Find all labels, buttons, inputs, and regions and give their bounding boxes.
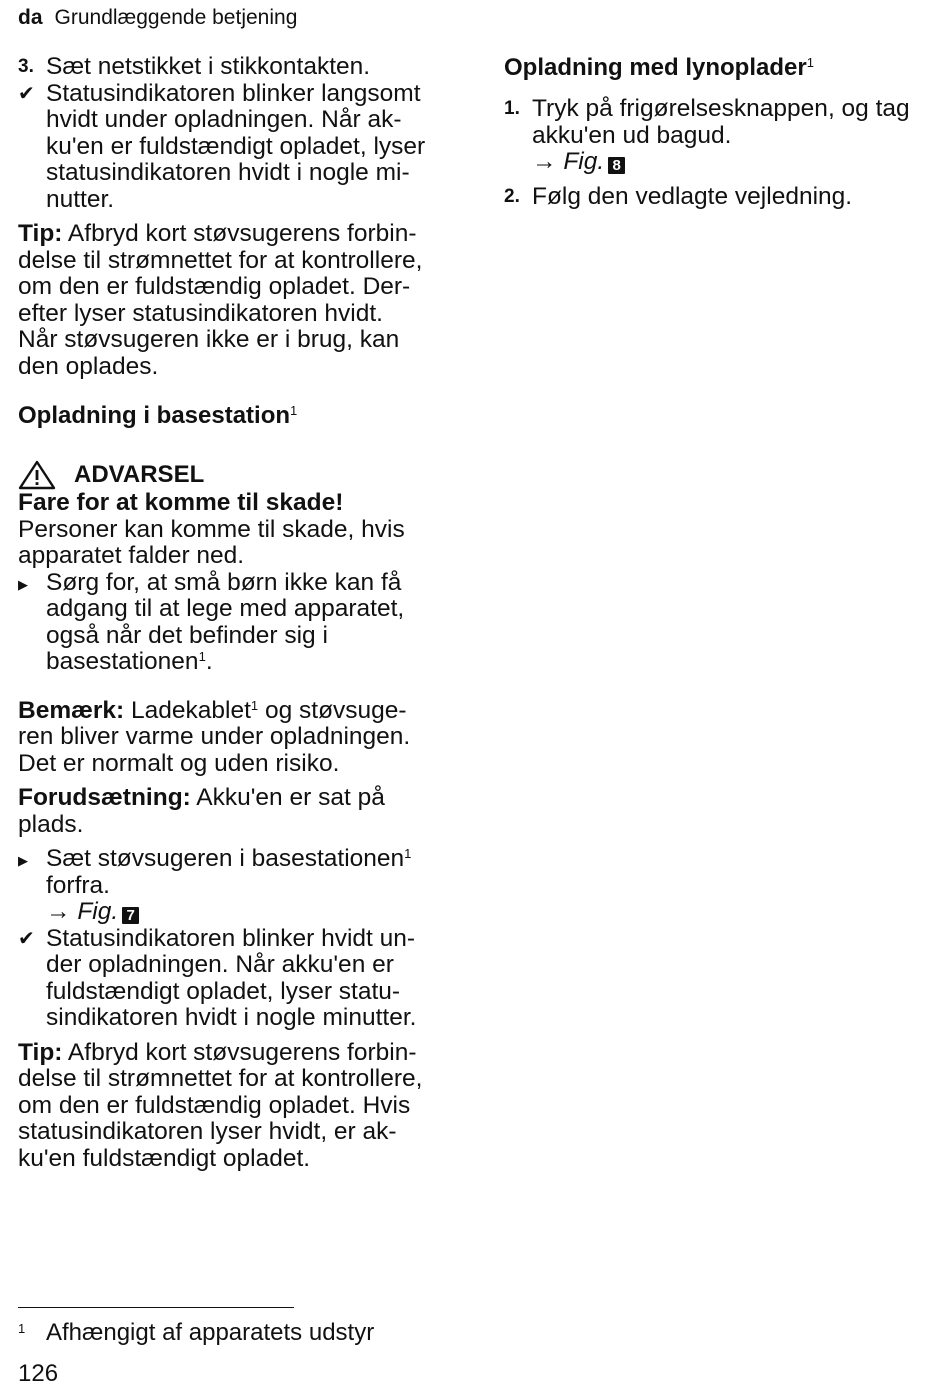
section-title: Grundlæggende betjening: [54, 6, 298, 29]
language-code: da: [18, 6, 43, 29]
note-text: Ladekablet: [124, 696, 251, 724]
tip-line: efter lyser statusindikatoren hvidt.: [18, 299, 383, 327]
right-column: [504, 54, 944, 210]
result-line: ku'en er fuldstændigt opladet, lyser: [46, 132, 426, 160]
warning-title: [18, 460, 468, 490]
figure-label: Fig.: [563, 148, 605, 175]
note-label: Bemærk:: [18, 696, 125, 724]
tip-1: [18, 221, 468, 380]
prerequisite-text: plads.: [18, 810, 84, 838]
footnote-text: Afhængigt af apparatets udstyr: [46, 1319, 375, 1346]
figure-label: Fig.: [77, 898, 119, 925]
footnote-divider: [18, 1307, 294, 1308]
tip-label: Tip:: [18, 220, 63, 247]
tip-label: Tip:: [18, 1038, 63, 1066]
step-text: Sæt netstikket i stikkontakten.: [46, 53, 371, 80]
tip-line: den oplades.: [18, 352, 159, 380]
heading-text: Opladning med lynoplader: [504, 54, 807, 81]
action-line: basestationen: [46, 648, 199, 675]
page-number: 126: [18, 1360, 59, 1387]
tip-line: Når støvsugeren ikke er i brug, kan: [18, 326, 400, 353]
tip-2: [18, 1040, 468, 1173]
step-number: 1.: [504, 98, 520, 119]
tip-line: delse til strømnettet for at kontrollere,: [18, 1065, 423, 1092]
action-line: Sørg for, at små børn ikke kan få: [46, 568, 402, 596]
warning-subtitle: [18, 490, 468, 517]
action-text: Sæt støvsugeren i basestationen: [46, 845, 405, 872]
result-line: statusindikatoren hvidt i nogle mi-: [46, 159, 410, 186]
step-number: 3.: [18, 56, 34, 77]
page-header: [18, 5, 297, 31]
action-end: .: [205, 648, 213, 675]
warning-line: Personer kan komme til skade, hvis: [18, 515, 405, 543]
triangle-bullet-icon: ▶: [18, 853, 28, 868]
triangle-bullet-icon: ▶: [18, 576, 28, 592]
check-icon: ✔: [18, 82, 35, 105]
result-line: Statusindikatoren blinker hvidt un-: [46, 924, 416, 952]
warning-block: [18, 460, 468, 676]
tip-line: statusindikatoren lyser hvidt, er ak-: [18, 1118, 397, 1145]
prerequisite-label: Forudsætning:: [18, 784, 191, 811]
result-line: sindikatoren hvidt i nogle minutter.: [46, 1004, 417, 1031]
tip-line: om den er fuldstændig opladet. Hvis: [18, 1091, 411, 1119]
result-base-charging: [18, 926, 468, 1032]
step-text: akku'en ud bagud.: [532, 121, 732, 149]
warning-triangle-icon: [18, 460, 56, 490]
result-line: nutter.: [46, 185, 115, 213]
step-3: [18, 54, 468, 81]
step-text: Følg den vedlagte vejledning.: [532, 182, 853, 210]
action-insert: [18, 846, 468, 926]
note-text: og støvsuge-: [258, 696, 407, 724]
figure-ref: [46, 898, 139, 925]
result-line: der opladningen. Når akku'en er: [46, 951, 394, 978]
tip-line: ku'en fuldstændigt opladet.: [18, 1144, 311, 1172]
footnote: [18, 1320, 374, 1346]
arrow-icon: →: [46, 898, 78, 925]
note: [18, 698, 468, 778]
tip-line: om den er fuldstændig opladet. Der-: [18, 273, 411, 300]
footnote-ref: 1: [250, 697, 259, 713]
footnote-ref: 1: [290, 403, 298, 418]
footnote-ref: 1: [198, 649, 206, 664]
action-line: adgang til at lege med apparatet,: [46, 595, 405, 622]
footnote-ref: 1: [806, 55, 814, 70]
action-text: forfra.: [46, 871, 110, 899]
figure-ref: [532, 148, 625, 175]
tip-line: delse til strømnettet for at kontrollere,: [18, 246, 423, 274]
figure-number-badge: 7: [122, 907, 139, 924]
warning-line: apparatet falder ned.: [18, 542, 245, 569]
note-line: Det er normalt og uden risiko.: [18, 749, 340, 777]
tip-line: Afbryd kort støvsugerens forbin-: [62, 1038, 417, 1066]
check-icon: ✔: [18, 927, 35, 950]
footnote-ref: 1: [404, 846, 412, 861]
result-line: Statusindikatoren blinker langsomt: [46, 79, 421, 107]
tip-line: Afbryd kort støvsugerens forbin-: [62, 220, 417, 247]
left-column: [18, 54, 468, 1172]
result-charging: [18, 81, 468, 214]
warning-action: [18, 570, 468, 676]
heading-base-station: [18, 402, 468, 430]
arrow-icon: →: [532, 148, 564, 175]
warning-subtitle-text: Fare for at komme til skade!: [18, 489, 344, 516]
step-text: Tryk på frigørelsesknappen, og tag: [532, 95, 910, 122]
warning-label: ADVARSEL: [74, 461, 205, 488]
step-1: [504, 96, 944, 176]
footnote-mark: 1: [18, 1321, 26, 1336]
action-line: også når det befinder sig i: [46, 621, 328, 649]
heading-text: Opladning i basestation: [18, 402, 291, 429]
result-line: hvidt under opladningen. Når ak-: [46, 106, 402, 133]
prerequisite: [18, 785, 468, 838]
step-number: 2.: [504, 185, 520, 207]
prerequisite-text: Akku'en er sat på: [190, 784, 385, 811]
figure-number-badge: 8: [608, 157, 625, 174]
step-2: [504, 184, 944, 211]
result-line: fuldstændigt opladet, lyser statu-: [46, 977, 401, 1005]
heading-fast-charger: [504, 54, 944, 82]
note-line: ren bliver varme under opladningen.: [18, 723, 411, 750]
warning-description: [18, 517, 468, 570]
